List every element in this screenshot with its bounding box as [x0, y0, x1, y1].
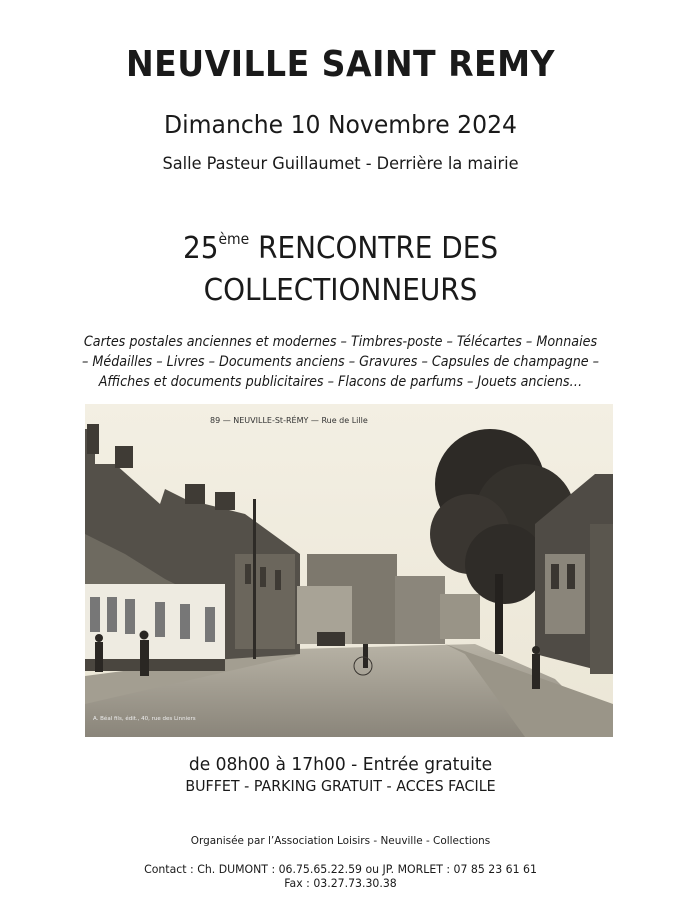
postcard-publisher: A. Béal fils, édit., 40, rue des Linniers — [93, 716, 196, 722]
collectibles-line-1: Cartes postales anciennes et modernes – Timbres-poste – Télécartes – Monnaies — [83, 334, 598, 350]
headline-line-2: COLLECTIONNEURS — [203, 273, 478, 308]
opening-hours: de 08h00 à 17h00 - Entrée gratuite — [188, 754, 493, 775]
amenities-line: BUFFET - PARKING GRATUIT - ACCES FACILE — [185, 777, 496, 795]
edition-suffix: ème — [218, 230, 250, 248]
event-venue: Salle Pasteur Guillaumet - Derrière la mairie — [162, 154, 519, 174]
event-date: Dimanche 10 Novembre 2024 — [164, 110, 517, 139]
headline-line-1-text: RENCONTRE DES — [258, 231, 499, 266]
collectibles-line-3: Affiches et documents publicitaires – Flacons de parfums – Jouets anciens… — [98, 374, 583, 390]
postcard-caption: 89 — NEUVILLE-St-RÉMY — Rue de Lille — [210, 416, 368, 425]
town-title: NEUVILLE SAINT REMY — [125, 44, 556, 85]
event-headline — [24, 218, 657, 312]
edition-number: 25 — [182, 231, 219, 266]
collectibles-line-2: – Médailles – Livres – Documents anciens – Gravures – Capsules de champagne – — [81, 354, 600, 370]
fax-line: Fax : 03.27.73.30.38 — [284, 876, 397, 890]
headline-line-1 — [24, 218, 657, 270]
collectibles-list — [31, 332, 651, 392]
organizer-line: Organisée par l’Association Loisirs - Neuville - Collections — [190, 834, 491, 847]
contact-line: Contact : Ch. DUMONT : 06.75.65.22.59 ou JP. MORLET : 07 85 23 61 61 — [144, 862, 537, 876]
vintage-postcard-photo — [85, 404, 613, 737]
